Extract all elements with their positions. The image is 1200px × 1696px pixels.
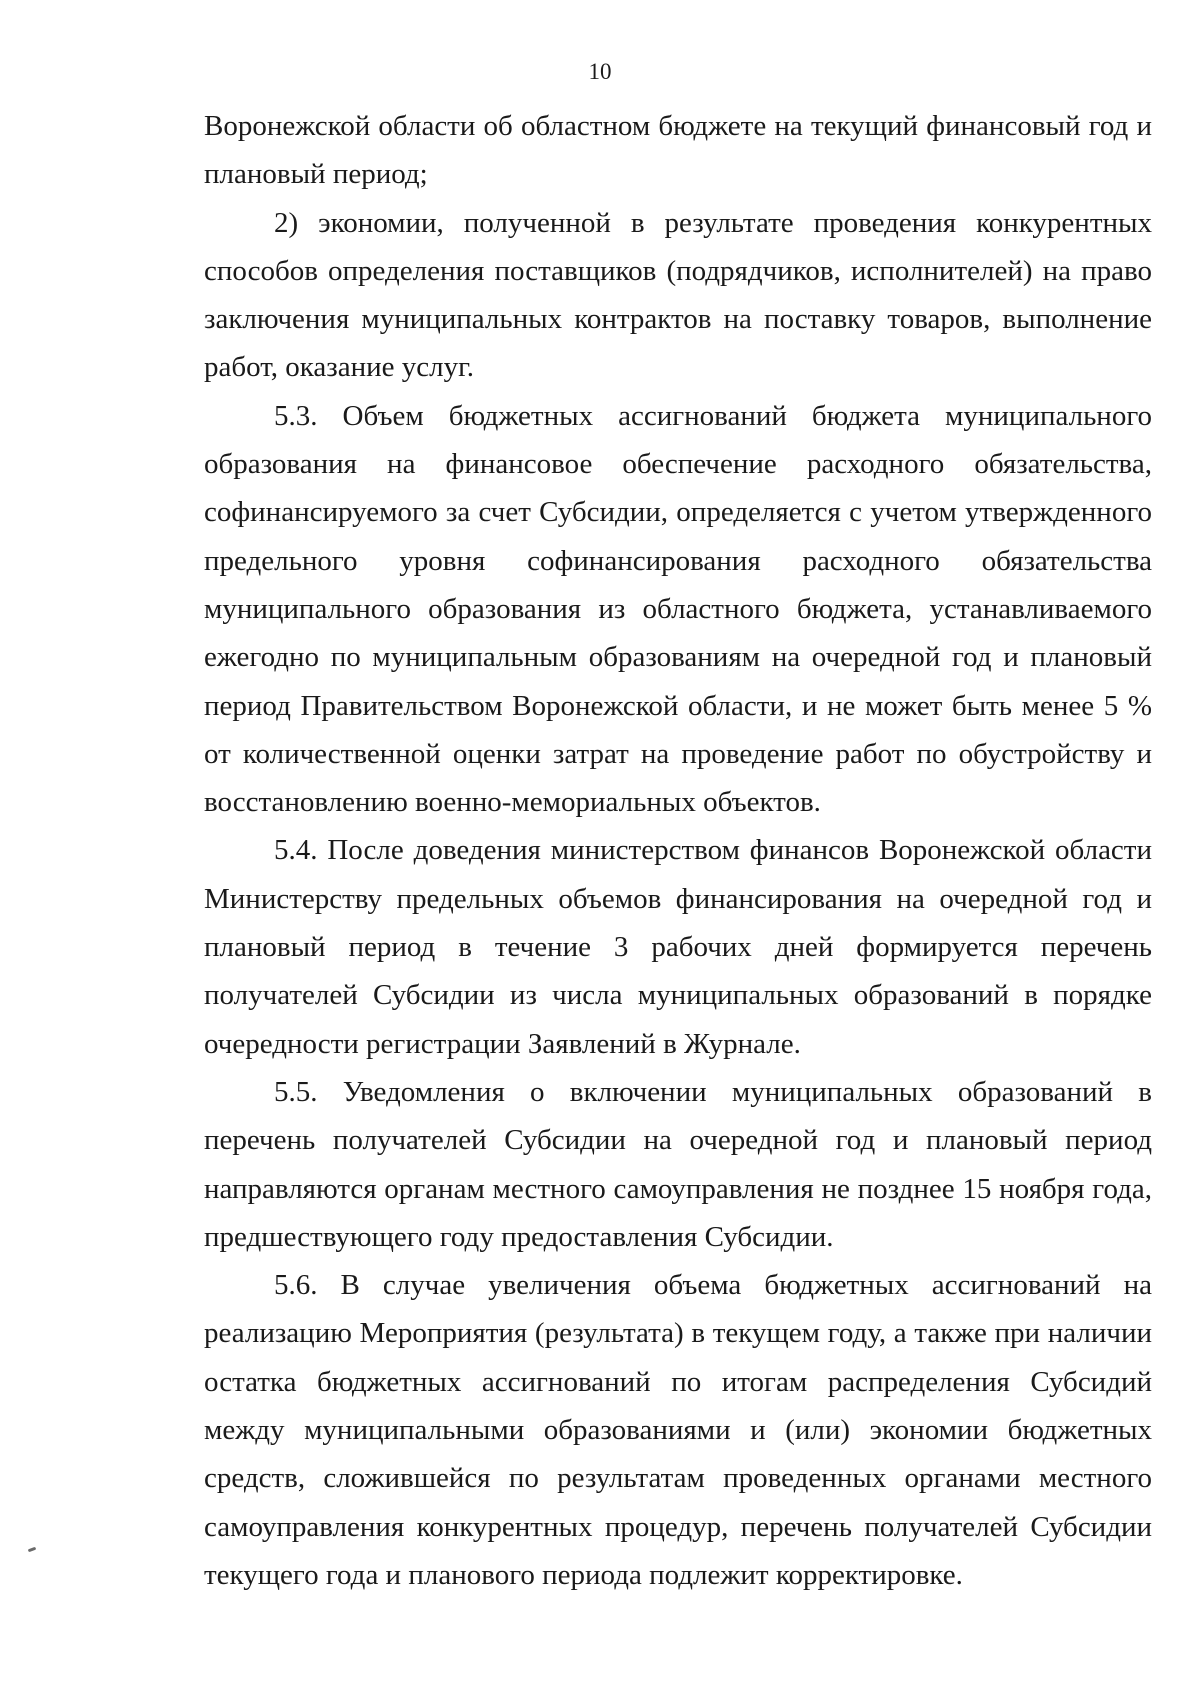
paragraph-5-6: 5.6. В случае увеличения объема бюджетных ассигнований на реализацию Мероприятия (результата) в текущем году, а также при наличии остатка бюджетных ассигнований по итогам распределения Субсидий между муниципальными образованиями и (или) экономии бюджетных средств, сложившейся по результатам проведенных органами местного самоуправления конкурентных процедур, перечень получателей Субсидии текущего года и планового периода подлежит корректировке.	[204, 1269, 1152, 1591]
document-body	[204, 102, 1152, 1599]
paragraph-5-5: 5.5. Уведомления о включении муниципальных образований в перечень получателей Субсидии на очередной год и плановый период направляются органам местного самоуправления не позднее 15 ноября года, предшествующего году предоставления Субсидии.	[204, 1075, 1152, 1253]
paragraph-5-4: 5.4. После доведения министерством финансов Воронежской области Министерству предельных объемов финансирования на очередной год и плановый период в течение 3 рабочих дней формируется перечень получателей Субсидии из числа муниципальных образований в порядке очередности регистрации Заявлений в Журнале.	[204, 834, 1152, 1060]
paragraph-5-3: 5.3. Объем бюджетных ассигнований бюджета муниципального образования на финансовое обеспечение расходного обязательства, софинансируемого за счет Субсидии, определяется с учетом утвержденного предельного уровня софинансирования расходного обязательства муниципального образования из областного бюджета, устанавливаемого ежегодно по муниципальным образованиям на очередной год и плановый период Правительством Воронежской области, и не может быть менее 5 % от количественной оценки затрат на проведение работ по обустройству и восстановлению военно-мемориальных объектов.	[204, 399, 1152, 819]
paragraph-continuation: Воронежской области об областном бюджете на текущий финансовый год и плановый период;	[204, 110, 1152, 191]
paragraph-item-2: 2) экономии, полученной в результате проведения конкурентных способов определения поставщиков (подрядчиков, исполнителей) на право заключения муниципальных контрактов на поставку товаров, выполнение работ, оказание услуг.	[204, 206, 1152, 384]
scan-artifact	[28, 1547, 37, 1553]
page-number: 10	[588, 59, 612, 84]
